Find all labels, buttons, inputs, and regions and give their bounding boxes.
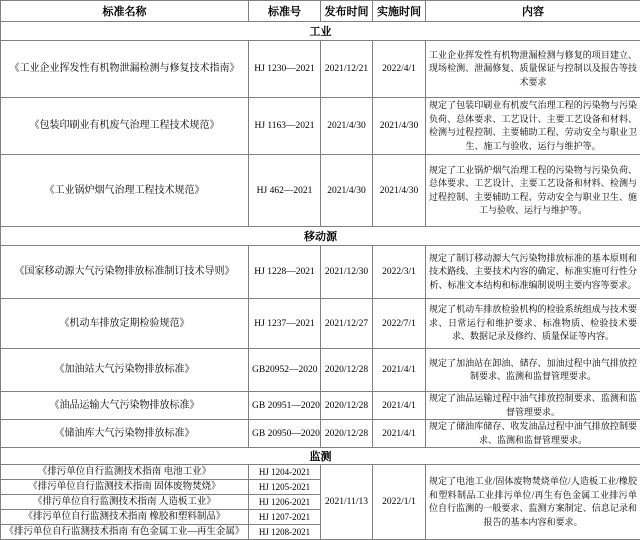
effective-date-cell: 2021/4/1	[373, 420, 426, 448]
publish-date-cell: 2020/12/28	[321, 420, 373, 448]
std-name-cell: 《国家移动源大气污染物排放标准制订技术导则》	[1, 246, 249, 299]
std-number-cell: HJ 1205-2021	[249, 480, 321, 495]
table-row	[1, 392, 640, 420]
std-name-cell: 《排污单位自行监测技术指南 电池工业》	[1, 465, 249, 480]
content-cell: 规定了油品运输过程中油气排放控制要求、监测和监督管理要求。	[426, 392, 640, 420]
table-row	[1, 41, 640, 98]
publish-date-cell: 2021/4/30	[321, 98, 373, 155]
table-row	[1, 155, 640, 227]
std-name-cell: 《工业锅炉烟气治理工程技术规范》	[1, 155, 249, 227]
std-name-cell: 《排污单位自行监测技术指南 固体废物焚烧》	[1, 480, 249, 495]
std-number-cell: HJ 1206-2021	[249, 495, 321, 510]
section-title: 工业	[1, 22, 640, 41]
col-header-standard-number: 标准号	[249, 1, 321, 22]
col-header-effective-date: 实施时间	[373, 1, 426, 22]
effective-date-cell: 2021/4/30	[373, 98, 426, 155]
publish-date-cell: 2021/12/27	[321, 299, 373, 349]
publish-date-cell: 2020/12/28	[321, 349, 373, 392]
table-row	[1, 465, 640, 480]
section-row-monitoring	[1, 448, 640, 465]
effective-date-cell: 2022/7/1	[373, 299, 426, 349]
publish-date-cell: 2021/12/21	[321, 41, 373, 98]
section-title: 移动源	[1, 227, 640, 246]
std-name-cell: 《包装印刷业有机废气治理工程技术规范》	[1, 98, 249, 155]
std-number-cell: HJ 1228—2021	[249, 246, 321, 299]
effective-date-cell: 2022/3/1	[373, 246, 426, 299]
std-number-cell: HJ 1163—2021	[249, 98, 321, 155]
table-header-row	[1, 1, 640, 22]
std-number-cell: GB 20951—2020	[249, 392, 321, 420]
content-cell: 规定了机动车排放检验机构的检验系统组成与技术要求、日常运行和维护要求、标准物质、检验技术要求、数据记录及修约、质量保证等内容。	[426, 299, 640, 349]
col-header-standard-name: 标准名称	[1, 1, 249, 22]
std-name-cell: 《机动车排放定期检验规范》	[1, 299, 249, 349]
publish-date-cell: 2020/12/28	[321, 392, 373, 420]
std-name-cell: 《油品运输大气污染物排放标准》	[1, 392, 249, 420]
std-name-cell: 《排污单位自行监测技术指南 有色金属工业—再生金属》	[1, 525, 249, 540]
col-header-content: 内容	[426, 1, 640, 22]
std-number-cell: HJ 462—2021	[249, 155, 321, 227]
std-number-cell: HJ 1204-2021	[249, 465, 321, 480]
std-name-cell: 《排污单位自行监测技术指南 橡胶和塑料制品》	[1, 510, 249, 525]
effective-date-cell: 2021/4/30	[373, 155, 426, 227]
effective-date-cell-merged: 2022/1/1	[373, 465, 426, 540]
section-row-industry	[1, 22, 640, 41]
content-cell-merged: 规定了电池工业/固体废物焚烧单位/人造板工业/橡胶和塑料制品工业排污单位/再生有色金属工业排污单位自行监测的一般要求、监测方案制定、信息记录和报告的基本内容和要求。	[426, 465, 640, 540]
std-number-cell: HJ 1208-2021	[249, 525, 321, 540]
std-number-cell: HJ 1237—2021	[249, 299, 321, 349]
effective-date-cell: 2021/4/1	[373, 349, 426, 392]
col-header-publish-date: 发布时间	[321, 1, 373, 22]
content-cell: 规定了包装印刷业有机废气治理工程的污染物与污染负荷、总体要求、工艺设计、主要工艺设备和材料、检测与过程控制、主要辅助工程、劳动安全与职业卫生、施工与验收、运行与维护等。	[426, 98, 640, 155]
effective-date-cell: 2021/4/1	[373, 392, 426, 420]
table-row	[1, 349, 640, 392]
publish-date-cell-merged: 2021/11/13	[321, 465, 373, 540]
section-title: 监测	[1, 448, 640, 465]
table-row	[1, 246, 640, 299]
content-cell: 规定了加油站在卸油、储存、加油过程中油气排放控制要求、监测和监督管理要求。	[426, 349, 640, 392]
std-name-cell: 《工业企业挥发性有机物泄漏检测与修复技术指南》	[1, 41, 249, 98]
table-row	[1, 299, 640, 349]
std-name-cell: 《加油站大气污染物排放标准》	[1, 349, 249, 392]
std-number-cell: HJ 1230—2021	[249, 41, 321, 98]
effective-date-cell: 2022/4/1	[373, 41, 426, 98]
table-row	[1, 420, 640, 448]
content-cell: 规定了储油库储存、收发油品过程中油气排放控制要求、监测和监督管理要求。	[426, 420, 640, 448]
table-row	[1, 98, 640, 155]
std-name-cell: 《排污单位自行监测技术指南 人造板工业》	[1, 495, 249, 510]
content-cell: 规定了制订移动源大气污染物排放标准的基本原则和技术路线、主要技术内容的确定、标准实施可行性分析、标准文本结构和标准编制说明主要内容等要求。	[426, 246, 640, 299]
std-name-cell: 《储油库大气污染物排放标准》	[1, 420, 249, 448]
content-cell: 规定了工业锅炉烟气治理工程的污染物与污染负荷、总体要求、工艺设计、主要工艺设备和材料、检测与过程控制、主要辅助工程、劳动安全与职业卫生、施工与验收、运行与维护等。	[426, 155, 640, 227]
publish-date-cell: 2021/4/30	[321, 155, 373, 227]
publish-date-cell: 2021/12/30	[321, 246, 373, 299]
std-number-cell: GB 20950—2020	[249, 420, 321, 448]
content-cell: 工业企业挥发性有机物泄漏检测与修复的项目建立、现场检测、泄漏修复、质量保证与控制以及报告等技术要求	[426, 41, 640, 98]
section-row-mobile-source	[1, 227, 640, 246]
std-number-cell: HJ 1207-2021	[249, 510, 321, 525]
std-number-cell: GB20952—2020	[249, 349, 321, 392]
